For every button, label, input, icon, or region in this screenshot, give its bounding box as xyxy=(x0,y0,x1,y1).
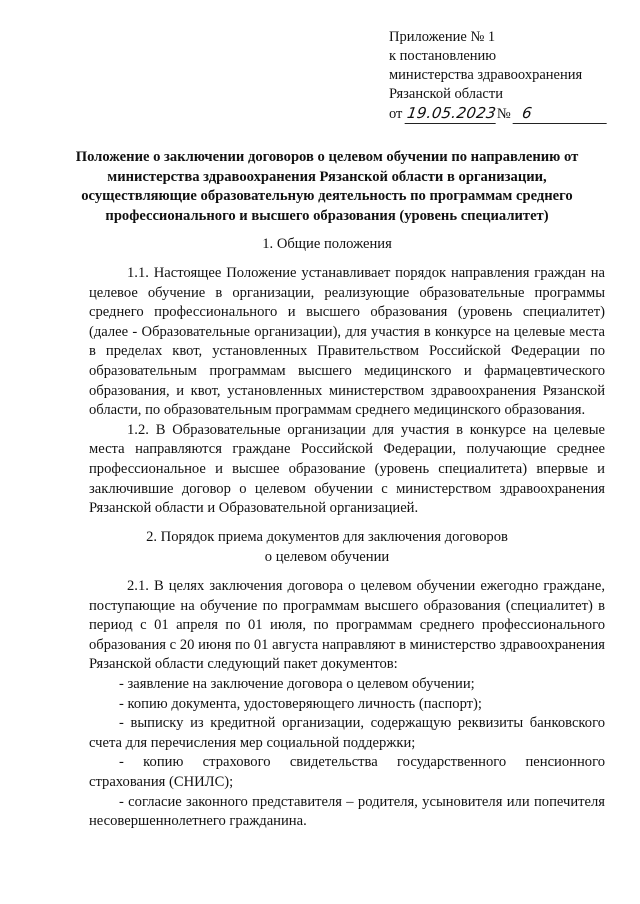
number-sign: № xyxy=(496,106,511,122)
appendix-date-line xyxy=(389,104,609,124)
list-item: - заявление на заключение договора о целевом обучении; xyxy=(119,675,475,692)
section-1-body xyxy=(89,264,605,519)
section-2-body xyxy=(89,577,605,832)
appendix-line: Рязанской области xyxy=(389,86,503,102)
section-2-heading xyxy=(62,528,592,567)
document-title: Положение о заключении договоров о целевом обучении по направлению от министерства здравоохранения Рязанской области в организации, осуществляющие образовательную деятельность по программам среднего профессионального и высшего образования (уровень специалитет) xyxy=(75,149,579,224)
appendix-line: к постановлению xyxy=(389,48,497,64)
paragraph-1-2: 1.2. В Образовательные организации для участия в конкурсе на целевые места направляются граждане Российской Федерации, получающие среднее профессиональное и высшее образование (уровень специалитета) впервые и заключившие договор о целевом обучении с министерством здравоохранения Рязанской области и Образовательной организацией. xyxy=(89,421,605,517)
section-2-heading-line: о целевом обучении xyxy=(264,548,390,565)
handwritten-date: 19.05.2023 xyxy=(405,104,498,122)
handwritten-number: 6 xyxy=(513,104,610,124)
section-2-heading-line: 2. Порядок приема документов для заключения договоров xyxy=(146,529,508,545)
paragraph-2-1: 2.1. В целях заключения договора о целевом обучении ежегодно граждане, поступающие на обучение по программам высшего образования (специалитет) в период с 01 апреля по 01 июля, по программам среднего профессионального образования с 20 июня по 01 августа направляют в министерство здравоохранения Рязанской области следующий пакет документов: xyxy=(89,578,605,673)
list-item: - выписку из кредитной организации, содержащую реквизиты банковского счета для перечисления мер социальной поддержки; xyxy=(89,715,605,751)
list-item: - копию документа, удостоверяющего личность (паспорт); xyxy=(119,695,482,712)
appendix-line: Приложение № 1 xyxy=(389,29,496,45)
appendix-line: министерства здравоохранения xyxy=(389,67,583,83)
paragraph-1-1: 1.1. Настоящее Положение устанавливает порядок направления граждан на целевое обучение в организации, реализующие образовательные программы среднего профессионального и высшего образования (уровень специалитет) (далее - Образовательные организации), для участия в конкурсе на целевые места в пределах квот, установленных Правительством Российской Федерации по образовательным программам высшего медицинского и фармацевтического образования, и квот, установленных министерством здравоохранения Рязанской области, по образовательным программам среднего медицинского образования. xyxy=(89,265,605,419)
date-prefix: от xyxy=(389,106,403,122)
list-item: - согласие законного представителя – родителя, усыновителя или попечителя несовершеннолетнего гражданина. xyxy=(89,793,605,830)
list-item: - копию страхового свидетельства государственного пенсионного страхования (СНИЛС); xyxy=(89,754,605,790)
appendix-block xyxy=(389,28,609,124)
section-1-heading: 1. Общие положения xyxy=(262,236,392,252)
